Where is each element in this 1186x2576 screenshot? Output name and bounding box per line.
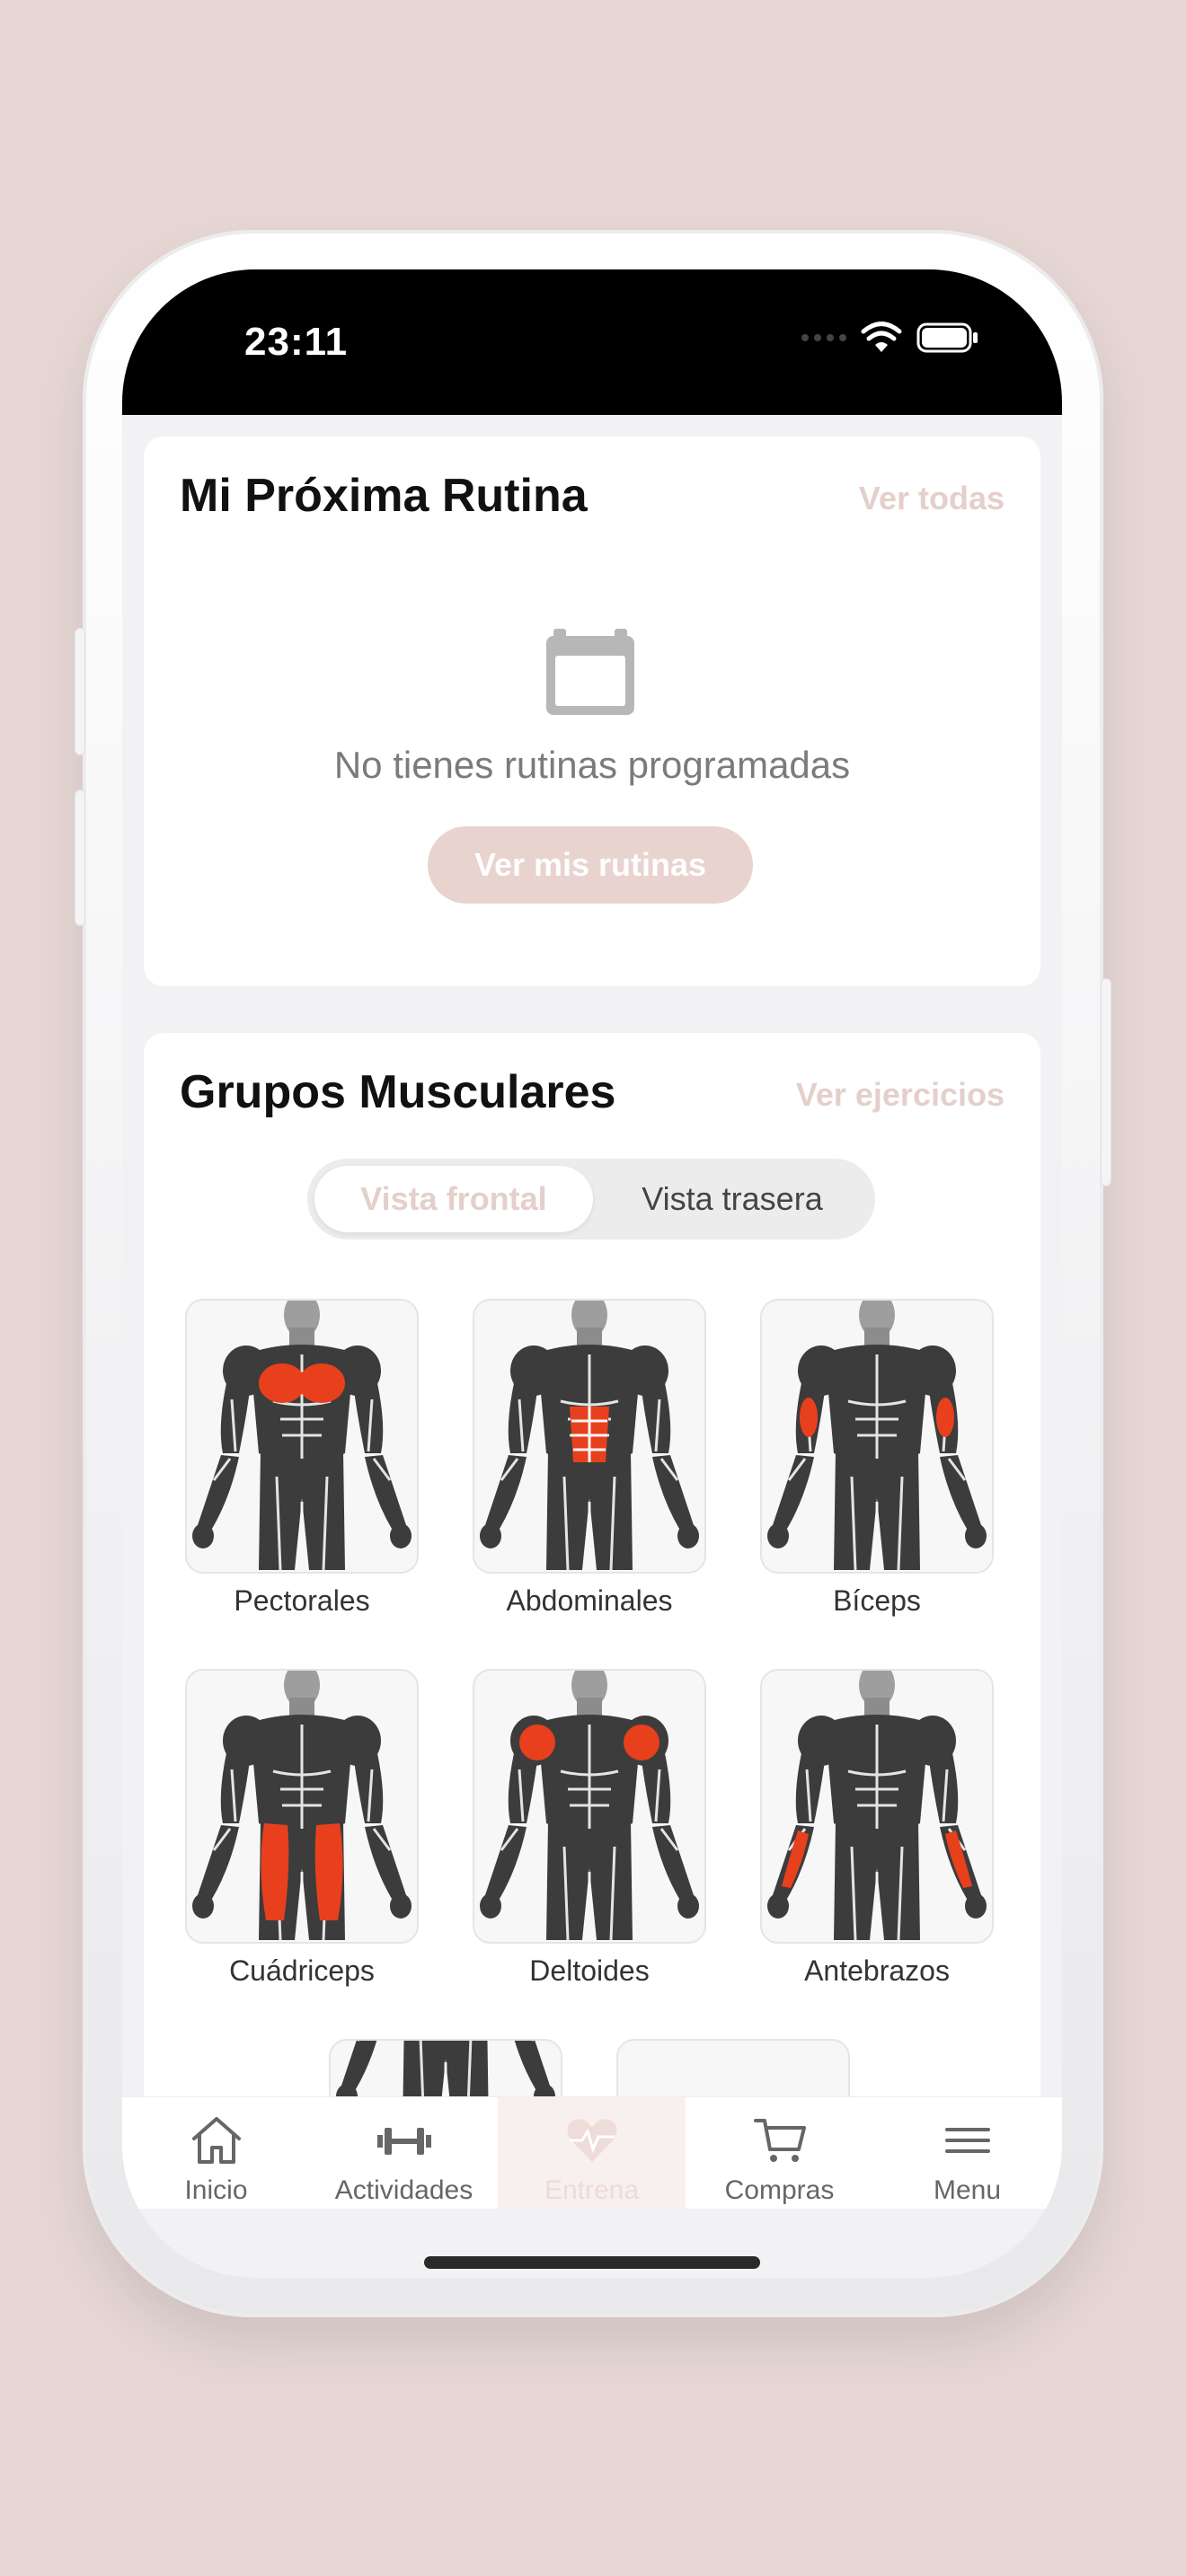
muscle-label: Deltoides: [529, 1954, 650, 1987]
home-indicator: [424, 2256, 760, 2269]
tab-label: Actividades: [334, 2175, 474, 2205]
muscle-label: Cuádriceps: [229, 1954, 375, 1987]
muscle-tile-cuadriceps[interactable]: [185, 1669, 419, 1988]
phone-power-button: [1102, 979, 1111, 1186]
status-icons: [801, 322, 979, 354]
phone-side-button: [75, 629, 84, 754]
tab-bar: [122, 2096, 1062, 2209]
menu-icon: [940, 2113, 996, 2167]
calendar-icon: [544, 616, 636, 717]
wifi-icon: [861, 322, 902, 354]
muscle-thumbnail: [185, 1669, 419, 1944]
tab-actividades[interactable]: [310, 2097, 498, 2209]
content-scroll[interactable]: [122, 415, 1062, 2096]
view-toggle: [307, 1159, 875, 1239]
muscle-tile-partial[interactable]: [329, 2039, 562, 2096]
status-time: 23:11: [244, 320, 349, 364]
next-routine-title: Mi Próxima Rutina: [180, 470, 588, 522]
muscle-tile-antebrazos[interactable]: [760, 1669, 994, 1988]
muscle-tile-biceps[interactable]: [760, 1299, 994, 1618]
tab-entrena[interactable]: [498, 2097, 686, 2209]
muscle-thumbnail: [760, 1299, 994, 1574]
cart-icon: [752, 2113, 808, 2167]
status-bar: [122, 269, 1062, 415]
muscle-label: Abdominales: [506, 1584, 673, 1617]
view-all-routines-link[interactable]: Ver todas: [858, 480, 1005, 516]
tab-label: Menu: [933, 2175, 1002, 2205]
cellular-signal-icon: [801, 334, 846, 341]
view-my-routines-button[interactable]: Ver mis rutinas: [428, 826, 753, 904]
back-view-tab[interactable]: Vista trasera: [642, 1180, 823, 1217]
view-exercises-link[interactable]: Ver ejercicios: [795, 1076, 1005, 1113]
muscle-label: Bíceps: [833, 1584, 921, 1617]
muscle-thumbnail: [473, 1299, 706, 1574]
battery-icon: [916, 322, 979, 353]
muscle-groups-title: Grupos Musculares: [180, 1066, 616, 1118]
tab-inicio[interactable]: [122, 2097, 310, 2209]
front-view-tab[interactable]: Vista frontal: [314, 1166, 593, 1232]
muscle-tile-pectorales[interactable]: [185, 1299, 419, 1618]
muscle-groups-card: [144, 1033, 1040, 2096]
tab-compras[interactable]: [686, 2097, 873, 2209]
empty-routines-message: No tienes rutinas programadas: [333, 744, 851, 786]
tab-label: Inicio: [184, 2175, 248, 2205]
muscle-tile-deltoides[interactable]: [473, 1669, 706, 1988]
dumbbell-icon: [374, 2113, 435, 2167]
app-screen: [122, 269, 1062, 2278]
muscle-label: Pectorales: [234, 1584, 370, 1617]
phone-side-button: [75, 790, 84, 925]
muscle-thumbnail: [760, 1669, 994, 1944]
home-icon: [189, 2113, 244, 2167]
muscle-thumbnail: [616, 2039, 850, 2096]
muscle-label: Antebrazos: [804, 1954, 950, 1987]
muscle-tile-partial[interactable]: [616, 2039, 850, 2096]
muscle-tile-abdominales[interactable]: [473, 1299, 706, 1618]
heart-pulse-icon: [564, 2113, 620, 2167]
muscle-thumbnail: [473, 1669, 706, 1944]
muscle-thumbnail: [329, 2039, 562, 2096]
tab-menu[interactable]: [873, 2097, 1061, 2209]
tab-label: Compras: [724, 2175, 835, 2205]
tab-label: Entrena: [544, 2175, 640, 2205]
muscle-thumbnail: [185, 1299, 419, 1574]
next-routine-card: [144, 437, 1040, 986]
